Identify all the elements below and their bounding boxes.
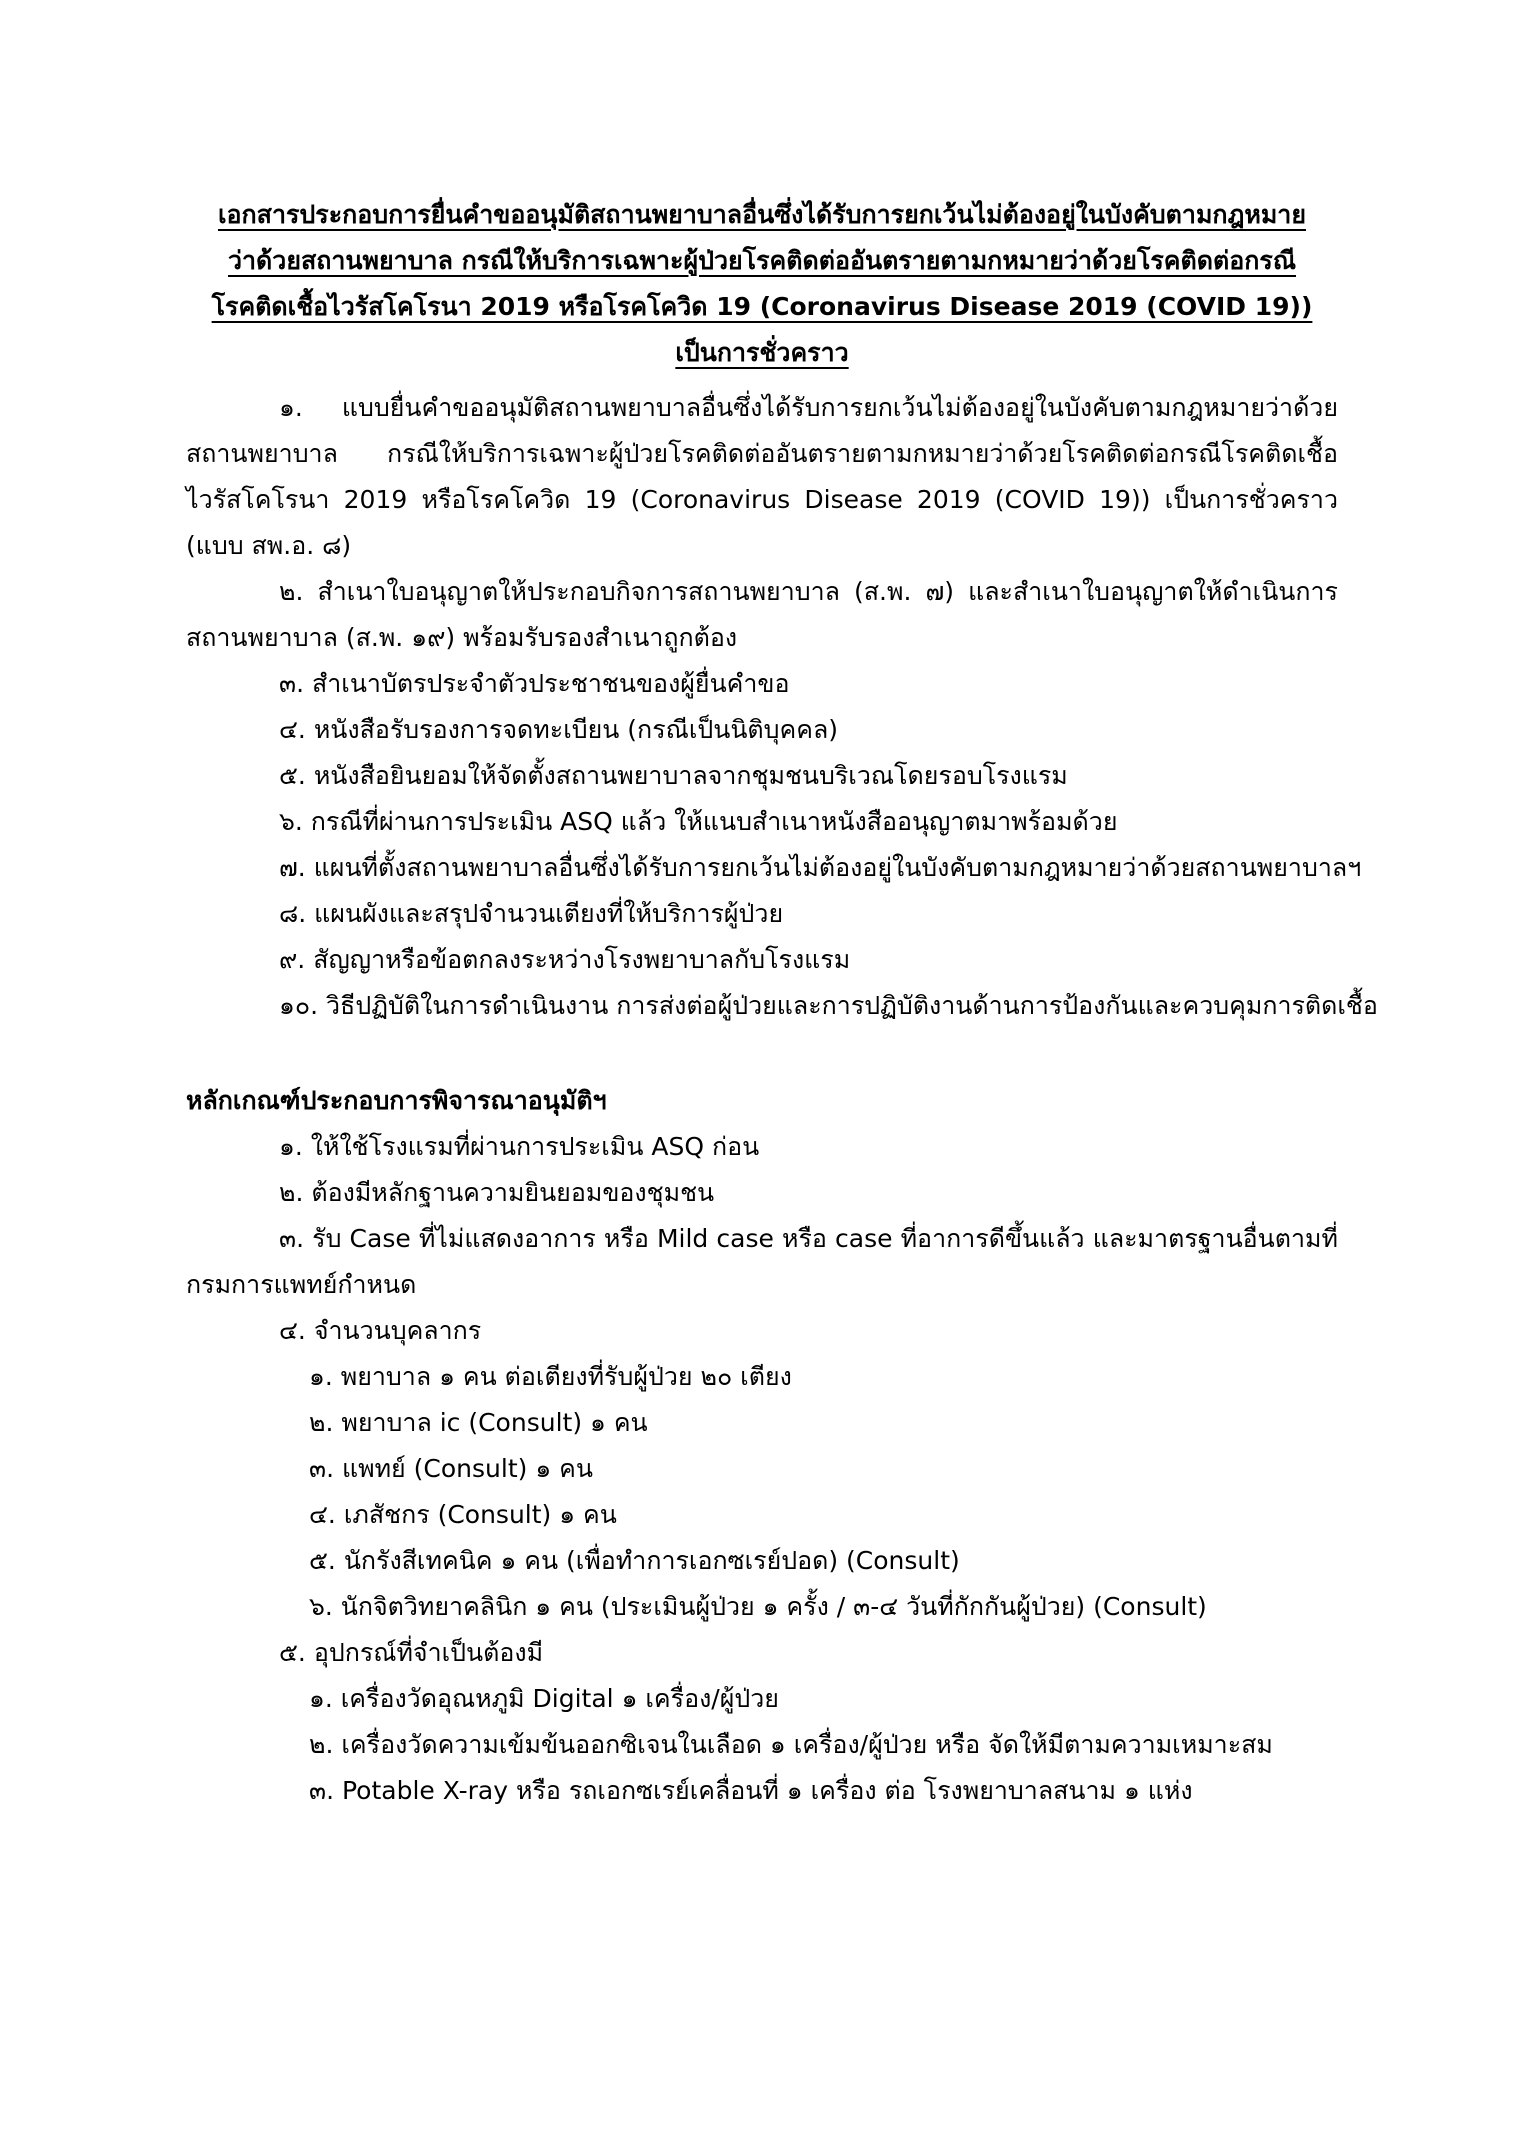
title-line: โรคติดเชื้อไวรัสโคโรนา 2019 หรือโรคโควิด 19 (Coronavirus Disease 2019 (COVID 19))	[211, 292, 1313, 321]
document-item-6: ๖. กรณีที่ผ่านการประเมิน ASQ แล้ว ให้แนบสำเนาหนังสืออนุญาตมาพร้อมด้วย	[279, 807, 1118, 836]
document-item-1: ๑. แบบยื่นคำขออนุมัติสถานพยาบาลอื่นซึ่งได้รับการยกเว้นไม่ต้องอยู่ในบังคับตามกฎหมายว่าด้วยสถานพยาบาล กรณีให้บริการเฉพาะผู้ป่วยโรคติดต่ออันตรายตามกหมายว่าด้วยโรคติดต่อกรณีโรคติดเชื้อไวรัสโคโรนา 2019 หรือโรคโควิด 19 (Coronavirus Disease 2019 (COVID 19)) เป็นการชั่วคราว (แบบ สพ.อ. ๘)	[186, 393, 1338, 560]
document-title	[186, 192, 1338, 376]
personnel-item: ๑. พยาบาล ๑ คน ต่อเตียงที่รับผู้ป่วย ๒๐ เตียง	[309, 1362, 792, 1391]
document-item-9: ๙. สัญญาหรือข้อตกลงระหว่างโรงพยาบาลกับโรงแรม	[279, 945, 851, 974]
personnel-label: ๔. จำนวนบุคลากร	[279, 1316, 482, 1345]
criteria-item-1: ๑. ให้ใช้โรงแรมที่ผ่านการประเมิน ASQ ก่อน	[279, 1132, 760, 1161]
document-item-7: ๗. แผนที่ตั้งสถานพยาบาลอื่นซึ่งได้รับการยกเว้นไม่ต้องอยู่ในบังคับตามกฎหมายว่าด้วยสถานพยาบาลฯ	[279, 853, 1362, 882]
document-body	[186, 385, 1378, 1814]
title-line: ว่าด้วยสถานพยาบาล กรณีให้บริการเฉพาะผู้ป่วยโรคติดต่ออันตรายตามกหมายว่าด้วยโรคติดต่อกรณี	[227, 246, 1297, 275]
document-item-5: ๕. หนังสือยินยอมให้จัดตั้งสถานพยาบาลจากชุมชนบริเวณโดยรอบโรงแรม	[279, 761, 1068, 790]
criteria-item-2: ๒. ต้องมีหลักฐานความยินยอมของชุมชน	[279, 1178, 715, 1207]
personnel-item: ๔. เภสัชกร (Consult) ๑ คน	[309, 1500, 617, 1529]
title-line: เป็นการชั่วคราว	[675, 338, 849, 367]
document-item-4: ๔. หนังสือรับรองการจดทะเบียน (กรณีเป็นนิติบุคคล)	[279, 715, 839, 744]
criteria-item-3: ๓. รับ Case ที่ไม่แสดงอาการ หรือ Mild case หรือ case ที่อาการดีขึ้นแล้ว และมาตรฐานอื่นตามที่กรมการแพทย์กำหนด	[186, 1224, 1338, 1299]
document-item-10: ๑๐. วิธีปฏิบัติในการดำเนินงาน การส่งต่อผู้ป่วยและการปฏิบัติงานด้านการป้องกันและควบคุมการติดเชื้อ	[279, 991, 1378, 1020]
personnel-item: ๒. พยาบาล ic (Consult) ๑ คน	[309, 1408, 648, 1437]
equipment-label: ๕. อุปกรณ์ที่จำเป็นต้องมี	[279, 1638, 544, 1667]
equipment-item: ๑. เครื่องวัดอุณหภูมิ Digital ๑ เครื่อง/ผู้ป่วย	[309, 1684, 779, 1713]
equipment-item: ๓. Potable X-ray หรือ รถเอกซเรย์เคลื่อนที่ ๑ เครื่อง ต่อ โรงพยาบาลสนาม ๑ แห่ง	[309, 1776, 1193, 1805]
document-item-2: ๒. สำเนาใบอนุญาตให้ประกอบกิจการสถานพยาบาล (ส.พ. ๗) และสำเนาใบอนุญาตให้ดำเนินการสถานพยาบาล (ส.พ. ๑๙) พร้อมรับรองสำเนาถูกต้อง	[186, 577, 1338, 652]
personnel-item: ๕. นักรังสีเทคนิค ๑ คน (เพื่อทำการเอกซเรย์ปอด) (Consult)	[309, 1546, 960, 1575]
document-item-8: ๘. แผนผังและสรุปจำนวนเตียงที่ให้บริการผู้ป่วย	[279, 899, 784, 928]
personnel-item: ๓. แพทย์ (Consult) ๑ คน	[309, 1454, 593, 1483]
personnel-item: ๖. นักจิตวิทยาคลินิก ๑ คน (ประเมินผู้ป่วย ๑ ครั้ง / ๓-๔ วันที่กักกันผู้ป่วย) (Consult)	[309, 1592, 1207, 1621]
equipment-item: ๒. เครื่องวัดความเข้มข้นออกซิเจนในเลือด ๑ เครื่อง/ผู้ป่วย หรือ จัดให้มีตามความเหมาะสม	[309, 1730, 1273, 1759]
title-line: เอกสารประกอบการยื่นคำขออนุมัติสถานพยาบาลอื่นซึ่งได้รับการยกเว้นไม่ต้องอยู่ในบังคับตามกฎหมาย	[217, 200, 1306, 229]
section-spacer	[186, 1029, 1338, 1078]
document-item-3: ๓. สำเนาบัตรประจำตัวประชาชนของผู้ยื่นคำขอ	[279, 669, 790, 698]
criteria-heading: หลักเกณฑ์ประกอบการพิจารณาอนุมัติฯ	[186, 1086, 607, 1115]
